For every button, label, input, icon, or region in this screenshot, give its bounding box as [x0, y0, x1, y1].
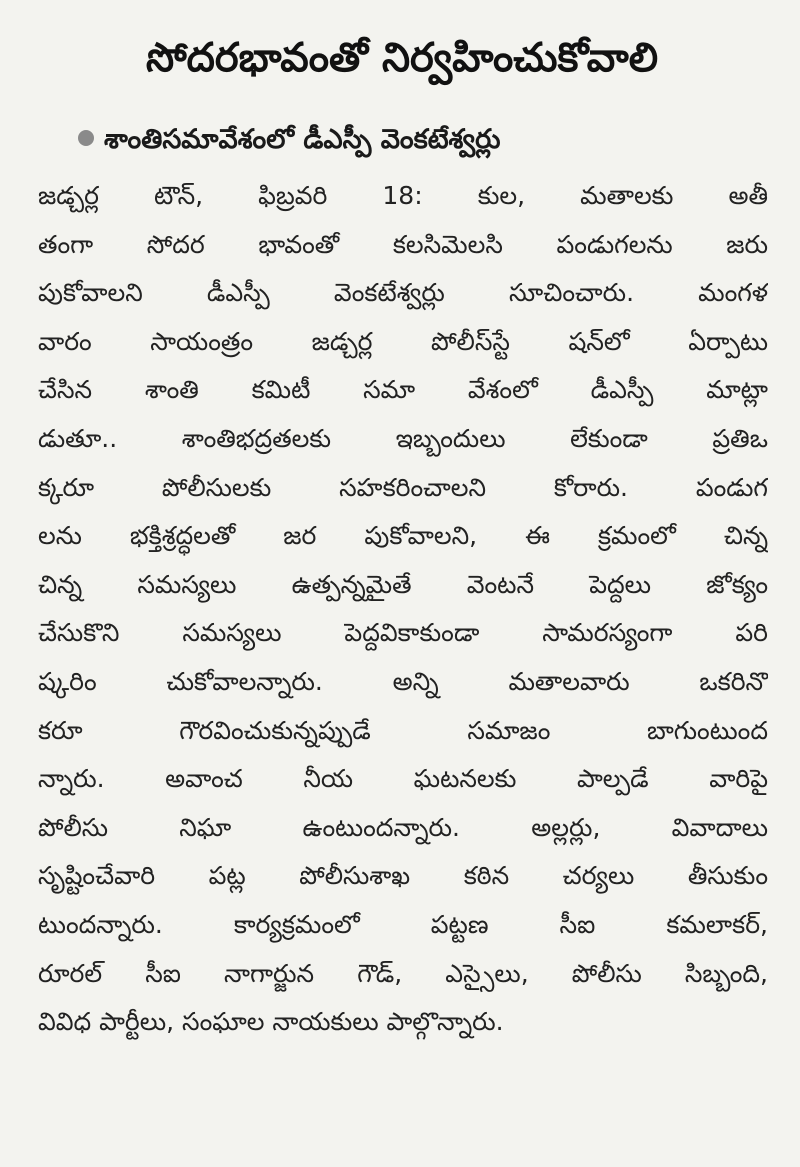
body-line: రూరల్ సీఐ నాగార్జున గౌడ్, ఎస్సైలు, పోలీసు సిబ్బంది,: [38, 958, 768, 988]
body-line: క్కరూ పోలీసులకు సహకరించాలని కోరారు. పండుగ: [38, 472, 768, 502]
bullet-icon: [78, 130, 94, 146]
article-subheadline: [78, 118, 758, 162]
body-line: జడ్చర్ల టౌన్, ఫిబ్రవరి 18: కుల, మతాలకు అతీ: [38, 181, 768, 210]
clipped-next-article-edge: [0, 1159, 800, 1167]
body-line: డుతూ.. శాంతిభద్రతలకు ఇబ్బందులు లేకుండా ప్రతిఒ: [38, 423, 768, 453]
body-line: పోలీసు నిఘా ఉంటుందన్నారు. అల్లర్లు, వివాదాలు: [38, 812, 768, 842]
body-line: వారం సాయంత్రం జడ్చర్ల పోలీస్‌స్టే షన్‌లో ఏర్పాటు: [38, 326, 768, 356]
article-headline: సోదరభావంతో నిర్వహించుకోవాలి: [145, 35, 659, 81]
body-line: తంగా సోదర భావంతో కలసిమెలసి పండుగలను జరు: [38, 229, 768, 259]
body-line: లను భక్తిశ్రద్ధలతో జర పుకోవాలని, ఈ క్రమంలో చిన్న: [38, 521, 768, 551]
body-line: పుకోవాలని డీఎస్పీ వెంకటేశ్వర్లు సూచించారు. మంగళ: [38, 278, 768, 308]
body-line: చేసిన శాంతి కమిటీ సమా వేశంలో డీఎస్పీ మాట్లా: [38, 375, 768, 405]
body-line: వివిధ పార్టీలు, సంఘాల నాయకులు పాల్గొన్నారు.: [38, 1007, 504, 1037]
body-line: సృష్టించేవారి పట్ల పోలీసుశాఖ కఠిన చర్యలు తీసుకుం: [38, 861, 768, 891]
clipped-previous-article-edge: [0, 0, 800, 12]
body-line: కరూ గౌరవించుకున్నప్పుడే సమాజం బాగుంటుంద: [38, 715, 768, 745]
article-body: [38, 172, 768, 1047]
body-line: చిన్న సమస్యలు ఉత్పన్నమైతే వెంటనే పెద్దలు జోక్యం: [38, 569, 768, 599]
body-line: ష్కరిం చుకోవాలన్నారు. అన్ని మతాలవారు ఒకరినొ: [38, 666, 768, 696]
subheadline-text: శాంతిసమావేశంలో డీఎస్పీ వెంకటేశ్వర్లు: [104, 124, 501, 155]
body-line: న్నారు. అవాంచ నీయ ఘటనలకు పాల్పడే వారిపై: [38, 764, 768, 794]
body-line: టుందన్నారు. కార్యక్రమంలో పట్టణ సీఐ కమలాకర్,: [38, 909, 768, 939]
body-line: చేసుకొని సమస్యలు పెద్దవికాకుండా సామరస్యంగా పరి: [38, 618, 768, 648]
